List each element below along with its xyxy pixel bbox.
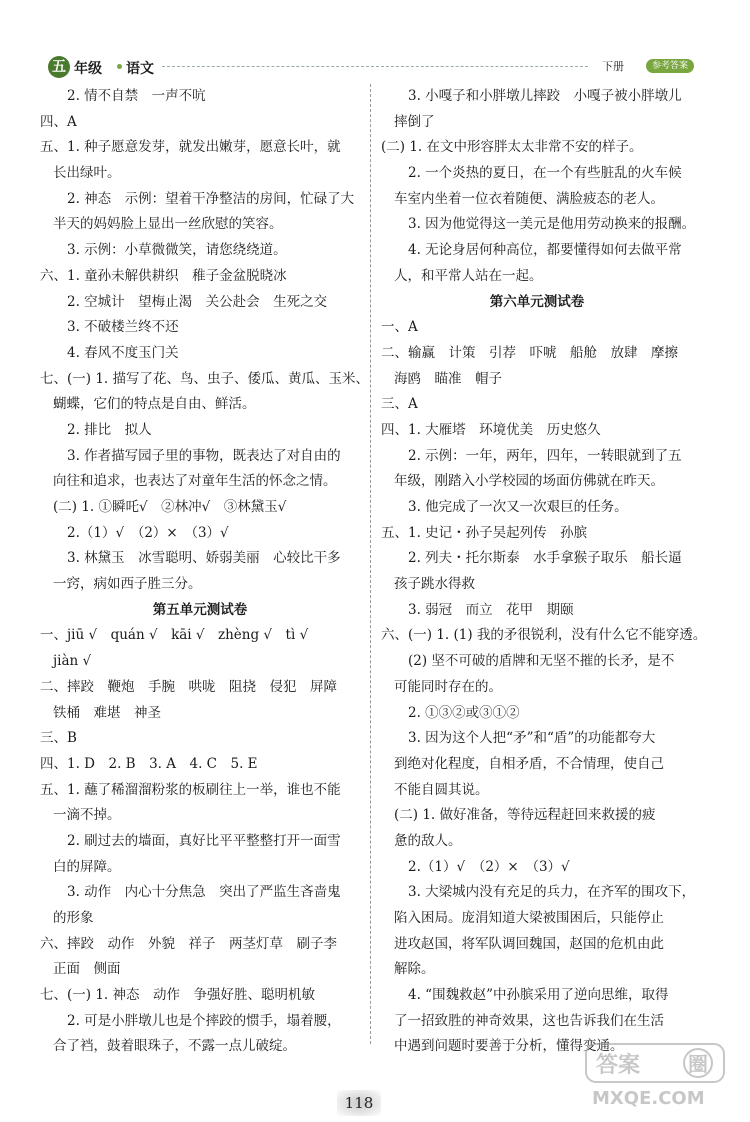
answer-line: 可能同时存在的。 [394, 678, 502, 695]
answer-line: 2. 情不自禁 一声不吭 [67, 88, 206, 104]
answer-line: 六、1. 童孙未解供耕织 稚子金盆脱晓冰 [40, 267, 287, 284]
answer-line: 孩子跳水得救 [394, 576, 475, 593]
answer-line: 2. ①③②或③①② [408, 704, 520, 721]
answer-line: 3. 示例：小草微微笑，请您绕绕道。 [67, 242, 287, 259]
answer-line: (二) 1. ①瞬吒√ ②林冲√ ③林黛玉√ [53, 499, 287, 515]
section-title: 第六单元测试卷 [489, 293, 585, 310]
answer-line: jiàn √ [53, 653, 92, 670]
answer-line: (二) 1. 做好准备，等待远程赶回来救援的疲 [394, 807, 656, 824]
answer-line: 向往和追求，也表达了对童年生活的怀念之情。 [53, 473, 337, 490]
answer-line: 六、摔跤 动作 外貌 祥子 两茎灯草 刷子李 [40, 935, 337, 952]
answer-line: 2. 空城计 望梅止渴 关公赴会 生死之交 [67, 293, 328, 310]
answer-line: 2. 排比 拟人 [67, 421, 152, 438]
answer-line: 半天的妈妈脸上显出一丝欣慰的笑容。 [53, 216, 283, 233]
answer-line: 车室内坐着一位衣着随便、满脸疲态的老人。 [394, 190, 664, 207]
answer-line: 3. 因为他觉得这一美元是他用劳动换来的报酬。 [408, 216, 696, 233]
answer-line: 二、输赢 计策 引荐 吓唬 船舱 放肆 摩擦 [381, 344, 678, 361]
answer-line: 七、(一) 1. 描写了花、鸟、虫子、倭瓜、黄瓜、玉米、 [40, 370, 369, 387]
answer-line: 4. 无论身居何种高位，都要懂得如何去做平常 [408, 242, 682, 259]
answer-key-tag: 参考答案 [646, 59, 694, 73]
answer-line: 2. 神态 示例：望着干净整洁的房间，忙碌了大 [67, 190, 355, 207]
answer-line: 年级，刚踏入小学校园的场面仿佛就在昨天。 [394, 473, 664, 490]
answer-line: 四、A [40, 113, 77, 130]
volume-label: 下册 [602, 60, 624, 73]
answer-line: 陷入困局。庞涓知道大梁被围困后，只能停止 [394, 910, 664, 926]
column-divider [370, 84, 371, 1044]
answer-line: 3. 他完成了一次又一次艰巨的任务。 [408, 499, 628, 515]
right-answer-column [381, 84, 707, 1060]
answer-line: 白的屏障。 [53, 858, 121, 875]
answer-line: 三、B [40, 730, 77, 747]
answer-line: 2. 可是小胖墩儿也是个摔跤的惯手，塌着腰， [67, 1012, 341, 1029]
answer-line: 人，和平常人站在一起。 [394, 267, 543, 284]
answer-line: 2. 列夫・托尔斯泰 水手拿猴子取乐 船长逼 [408, 550, 682, 567]
answer-line: 中遇到问题时要善于分析，懂得变通。 [394, 1038, 624, 1055]
answer-line: 3. 因为这个人把“矛”和“盾”的功能都夸大 [408, 730, 656, 747]
answer-line: 3. 大梁城内没有充足的兵力，在齐军的围攻下， [408, 884, 696, 901]
answer-line: 一、A [381, 319, 418, 336]
answer-line: 正面 侧面 [53, 961, 121, 978]
answer-line: 七、(一) 1. 神态 动作 争强好胜、聪明机敏 [40, 987, 315, 1004]
grade-badge: 五 [48, 56, 70, 78]
page-header [42, 52, 706, 82]
answer-line: 六、(一) 1. (1) 我的矛很锐利，没有什么它不能穿透。 [381, 627, 707, 644]
header-rule [162, 66, 588, 67]
answer-line: 3. 小嘎子和小胖墩儿摔跤 小嘎子被小胖墩儿 [408, 88, 682, 104]
answer-line: 3. 不破楼兰终不还 [67, 319, 179, 336]
answer-line: 铁桶 难堪 神圣 [53, 704, 161, 721]
answer-line: 蝴蝶，它们的特点是自由、鲜活。 [53, 396, 256, 413]
answer-line: 2.（1）√ （2）× （3）√ [67, 524, 229, 541]
answer-line: 惫的敌人。 [394, 832, 462, 849]
answer-line: 不能自圆其说。 [394, 781, 489, 798]
answer-line: 3. 林黛玉 冰雪聪明、娇弱美丽 心较比干多 [67, 550, 341, 567]
answer-line: 4. “围魏救赵”中孙膑采用了逆向思维，取得 [408, 987, 669, 1004]
answer-line: 一滴不掉。 [53, 807, 121, 824]
answer-line: 海鸥 瞄准 帽子 [394, 370, 502, 387]
answer-line: 2. 示例：一年，两年，四年，一转眼就到了五 [408, 447, 682, 464]
answer-line: 3. 弱冠 而立 花甲 期颐 [408, 601, 574, 618]
answer-line: (2) 坚不可破的盾牌和无坚不摧的长矛，是不 [408, 653, 675, 670]
answer-line: 二、摔跤 鞭炮 手腕 哄咙 阻挠 侵犯 屏障 [40, 678, 337, 695]
answer-line: 2. 刷过去的墙面，真好比平平整整打开一面雪 [67, 832, 341, 849]
answer-line: 五、1. 史记・孙子吴起列传 孙膑 [381, 524, 588, 541]
answer-line: 了一招致胜的神奇效果，这也告诉我们在生活 [394, 1012, 664, 1029]
watermark-logo [580, 1040, 730, 1112]
answer-line: 4. 春风不度玉门关 [67, 344, 179, 361]
answer-line: 四、1. 大雁塔 环境优美 历史悠久 [381, 421, 601, 438]
page-number: 118 [337, 1090, 381, 1116]
answer-line: 四、1. D 2. B 3. A 4. C 5. E [40, 755, 258, 772]
svg-text:MXQE.COM: MXQE.COM [592, 1088, 705, 1109]
answer-line: 五、1. 种子愿意发芽，就发出嫩芽，愿意长叶，就 [40, 139, 341, 156]
answer-line: 五、1. 蘸了稀溜溜粉浆的板刷往上一举，谁也不能 [40, 781, 341, 798]
section-title: 第五单元测试卷 [152, 601, 248, 618]
answer-line: 的形象 [53, 910, 94, 926]
answer-line: 一、jiū √ quán √ kāi √ zhèng √ tì √ [40, 627, 309, 644]
answer-line: 三、A [381, 396, 418, 413]
subject-label: 语文 [126, 61, 154, 77]
answer-line: 解除。 [394, 961, 435, 978]
svg-text:答案: 答案 [596, 1053, 641, 1078]
answer-line: 3. 作者描写园子里的事物，既表达了对自由的 [67, 447, 341, 464]
answer-line: 2.（1）√ （2）× （3）√ [408, 858, 570, 875]
answer-line: 进攻赵国，将军队调回魏国，赵国的危机由此 [394, 935, 664, 952]
left-answer-column [40, 84, 369, 1060]
answer-line: 一窍，病如西子胜三分。 [53, 576, 202, 593]
grade-label: 年级 [74, 61, 102, 77]
answer-line: 长出绿叶。 [53, 165, 121, 182]
answer-line: 合了裆，鼓着眼珠子，不露一点儿破绽。 [53, 1038, 296, 1055]
answer-line: 2. 一个炎热的夏日，在一个有些脏乱的火车候 [408, 165, 682, 182]
answer-line: 3. 动作 内心十分焦急 突出了严监生吝啬鬼 [67, 884, 341, 901]
answer-line: 摔倒了 [394, 113, 435, 130]
separator-dot [117, 64, 122, 69]
svg-text:圈: 圈 [688, 1052, 708, 1076]
answer-line: (二) 1. 在文中形容胖太太非常不安的样子。 [381, 139, 643, 156]
answer-line: 到绝对化程度，自相矛盾，不合情理，使自己 [394, 755, 664, 772]
